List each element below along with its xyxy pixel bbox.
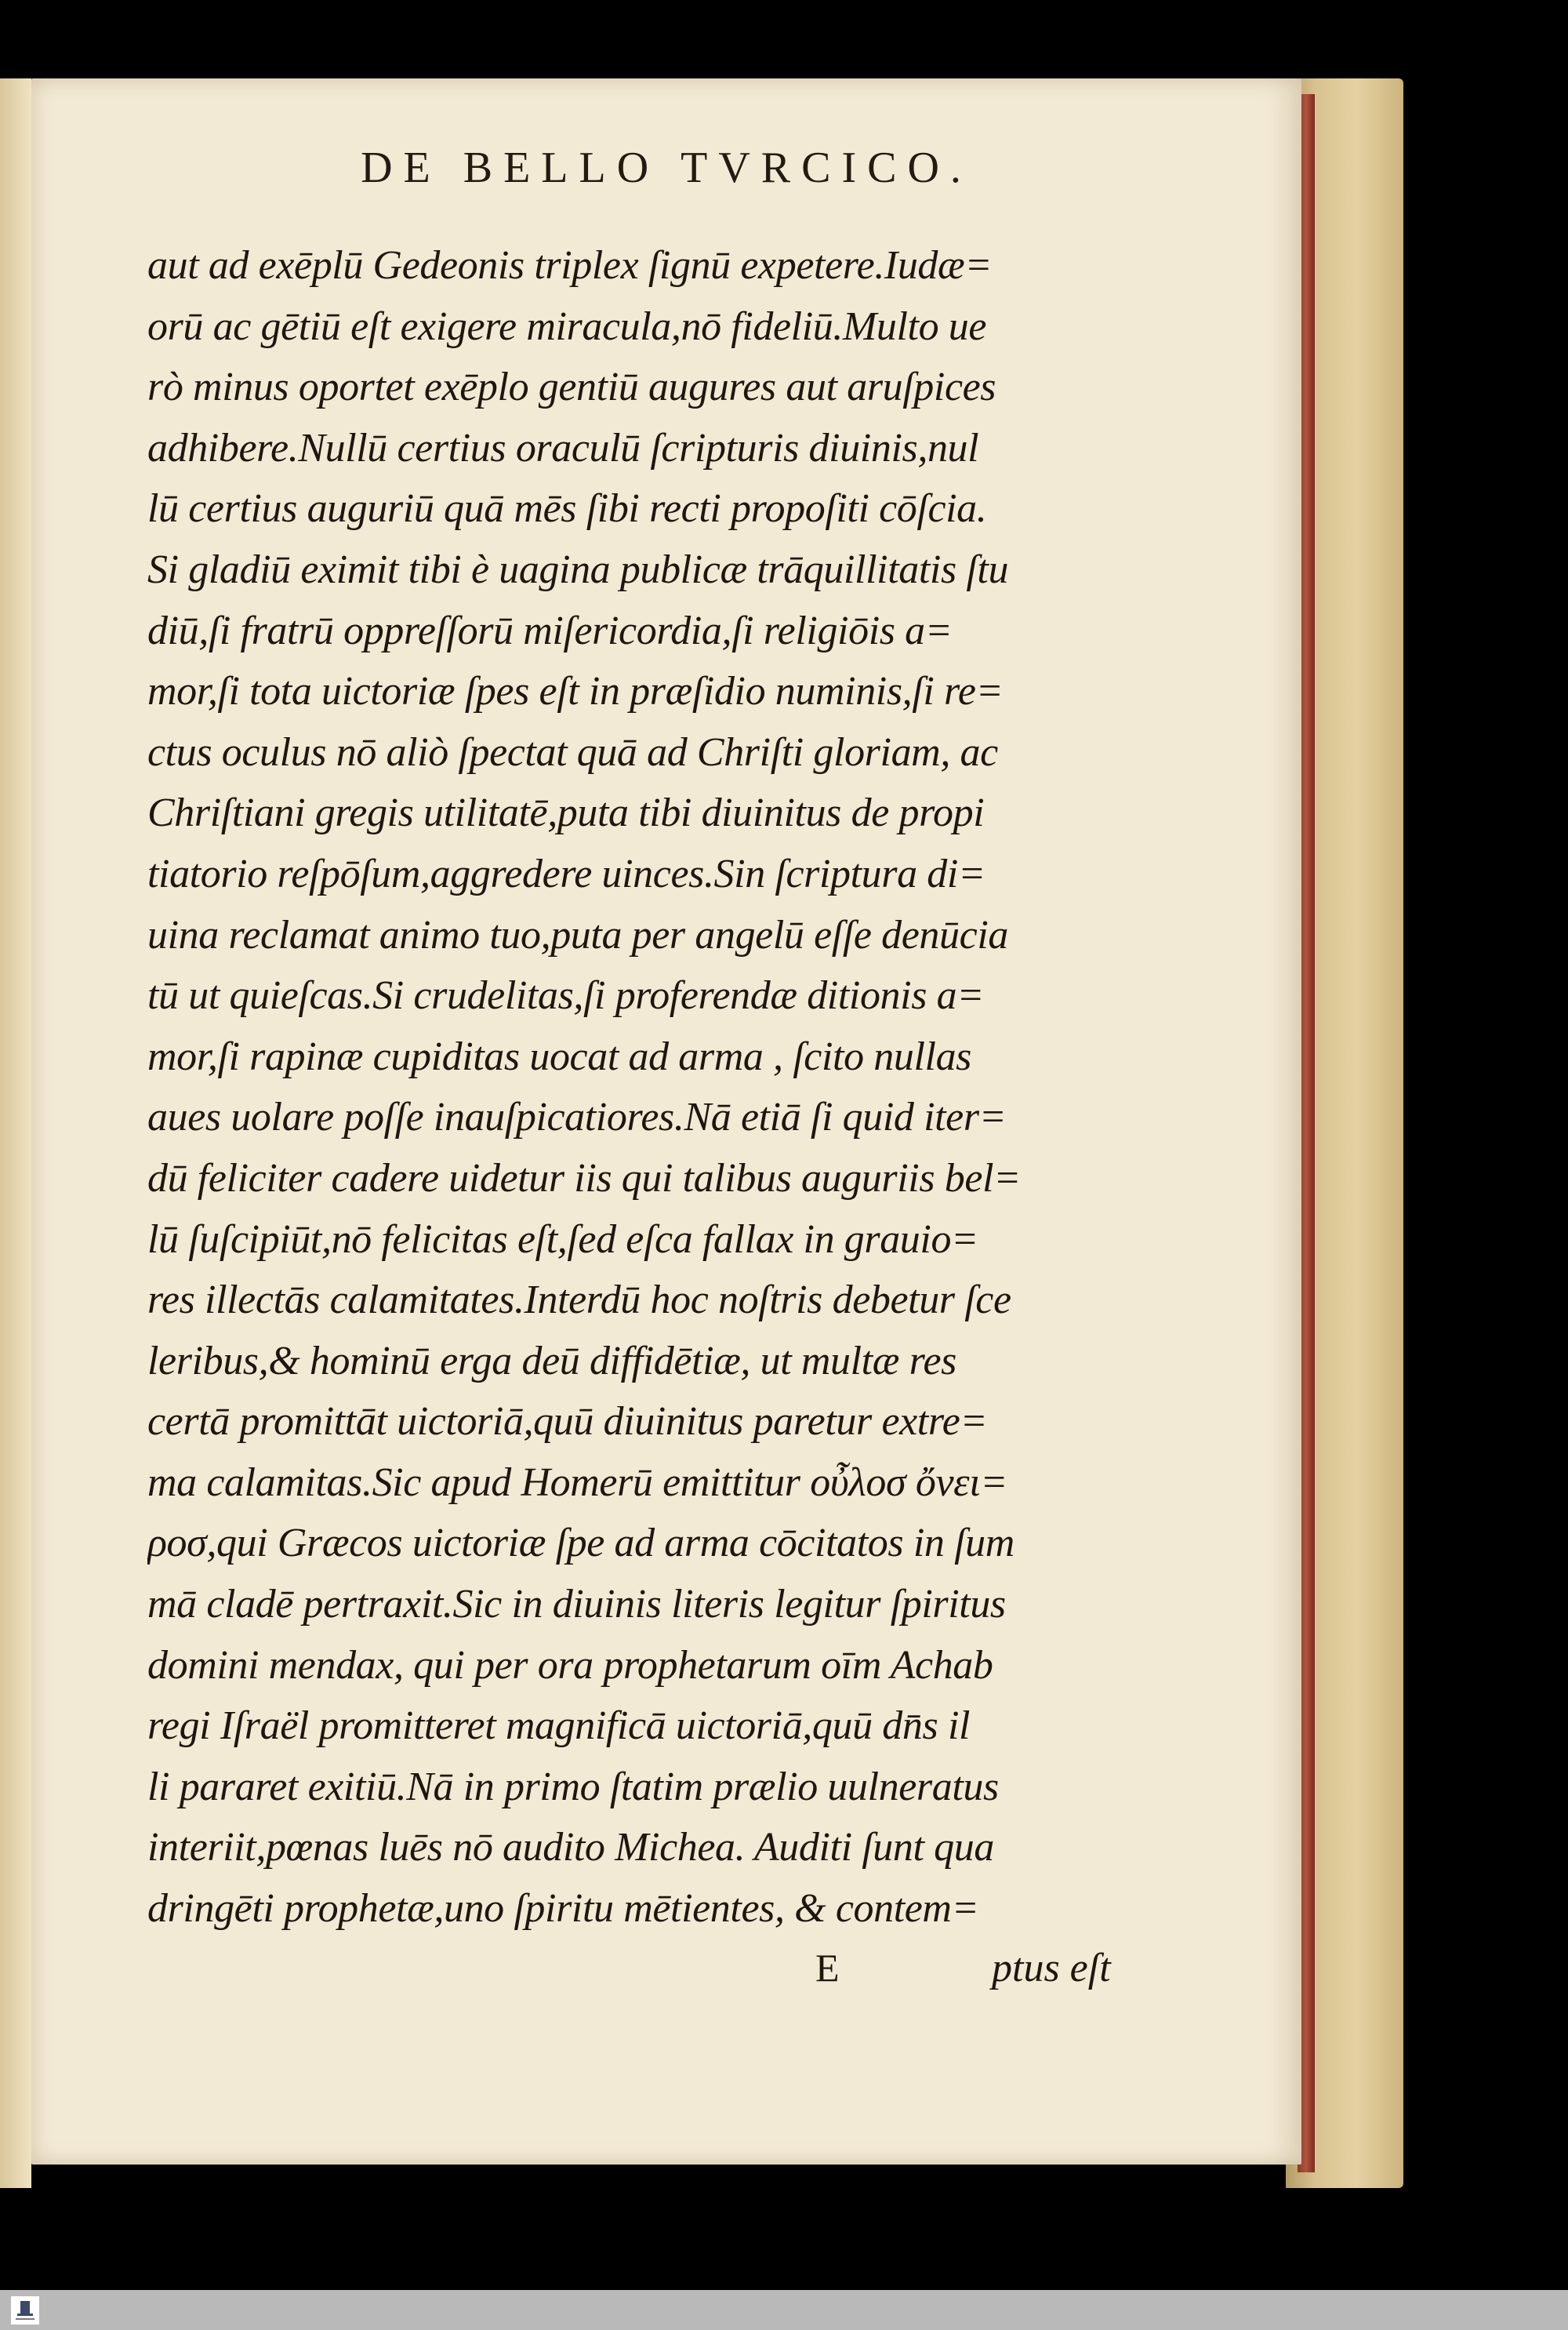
text-line: adhibere.Nullū certius oraculū ſcripturis diuinis,nul <box>147 425 979 471</box>
running-head: DE BELLO TVRCICO. <box>361 144 972 192</box>
page-footer <box>31 1945 1301 2008</box>
text-block <box>147 235 1159 1939</box>
catchword: ptus eſt <box>992 1946 1111 1990</box>
text-line: orū ac gētiū eſt exigere miracula,nō fideliū.Multo ue <box>147 304 987 349</box>
text-line: rò minus oportet exēplo gentiū augures aut aruſpices <box>147 365 996 410</box>
text-line: interiit,pœnas luēs nō audito Michea. Auditi ſunt qua <box>147 1825 994 1870</box>
text-line: leribus,& hominū erga deū diffidētiæ, ut multæ res <box>147 1338 957 1383</box>
text-line: dringēti prophetæ,uno ſpiritu mētientes, & contem= <box>147 1886 979 1932</box>
text-line: regi Iſraël promitteret magnificā uictoriā,quū dn̄s il <box>147 1703 971 1749</box>
text-line: diū,ſi fratrū oppreſſorū miſericordia,ſi religiōis a= <box>147 608 953 653</box>
text-line: Si gladiū eximit tibi è uagina publicæ trāquillitatis ſtu <box>147 547 1009 592</box>
text-line: aut ad exēplū Gedeonis triplex ſignū expetere.Iudæ= <box>147 243 993 288</box>
text-line: Chriſtiani gregis utilitatē,puta tibi diuinitus de propi <box>147 791 985 836</box>
book-page <box>31 78 1301 2165</box>
text-line: ctus oculus nō aliò ſpectat quā ad Chriſti gloriam, ac <box>147 729 998 775</box>
text-line: tū ut quieſcas.Si crudelitas,ſi proferendæ ditionis a= <box>147 973 984 1019</box>
text-line: lū ſuſcipiūt,nō felicitas eſt,ſed eſca fallax in grauio= <box>147 1216 978 1262</box>
text-line: dū feliciter cadere uidetur iis qui talibus auguriis bel= <box>147 1155 1021 1201</box>
text-line: uina reclamat animo tuo,puta per angelū eſſe denūcia <box>147 912 1008 958</box>
text-line: mor,ſi tota uictoriæ ſpes eſt in præſidio numinis,ſi re= <box>147 669 1004 714</box>
text-line: ροσ,qui Græcos uictoriæ ſpe ad arma cōcitatos in ſum <box>147 1521 1014 1566</box>
text-line: ma calamitas.Sic apud Homerū emittitur οὖλοσ ὄνει= <box>147 1459 1007 1505</box>
text-line: certā promittāt uictoriā,quū diuinitus paretur extre= <box>147 1399 988 1445</box>
text-line: li pararet exitiū.Nā in primo ſtatim prælio uulneratus <box>147 1764 999 1809</box>
text-line: aues uolare poſſe inauſpicatiores.Nā etiā ſi quid iter= <box>147 1095 1007 1140</box>
text-line: lū certius auguriū quā mēs ſibi recti propoſiti cōſcia. <box>147 486 987 532</box>
text-line: res illectās calamitates.Interdū hoc noſtris debetur ſce <box>147 1278 1011 1323</box>
text-line: tiatorio reſpōſum,aggredere uinces.Sin ſcriptura di= <box>147 851 985 896</box>
text-line: domini mendax, qui per ora prophetarum oīm Achab <box>147 1642 993 1688</box>
book-spine-edge <box>0 78 31 2188</box>
text-line: mā cladē pertraxit.Sic in diuinis literis legitur ſpiritus <box>147 1582 1006 1627</box>
viewer-bottom-bar <box>0 2290 1568 2330</box>
text-line: mor,ſi rapinæ cupiditas uocat ad arma , ſcito nullas <box>147 1034 972 1079</box>
signature-mark: E <box>815 1946 840 1990</box>
library-logo-icon <box>11 2296 39 2325</box>
